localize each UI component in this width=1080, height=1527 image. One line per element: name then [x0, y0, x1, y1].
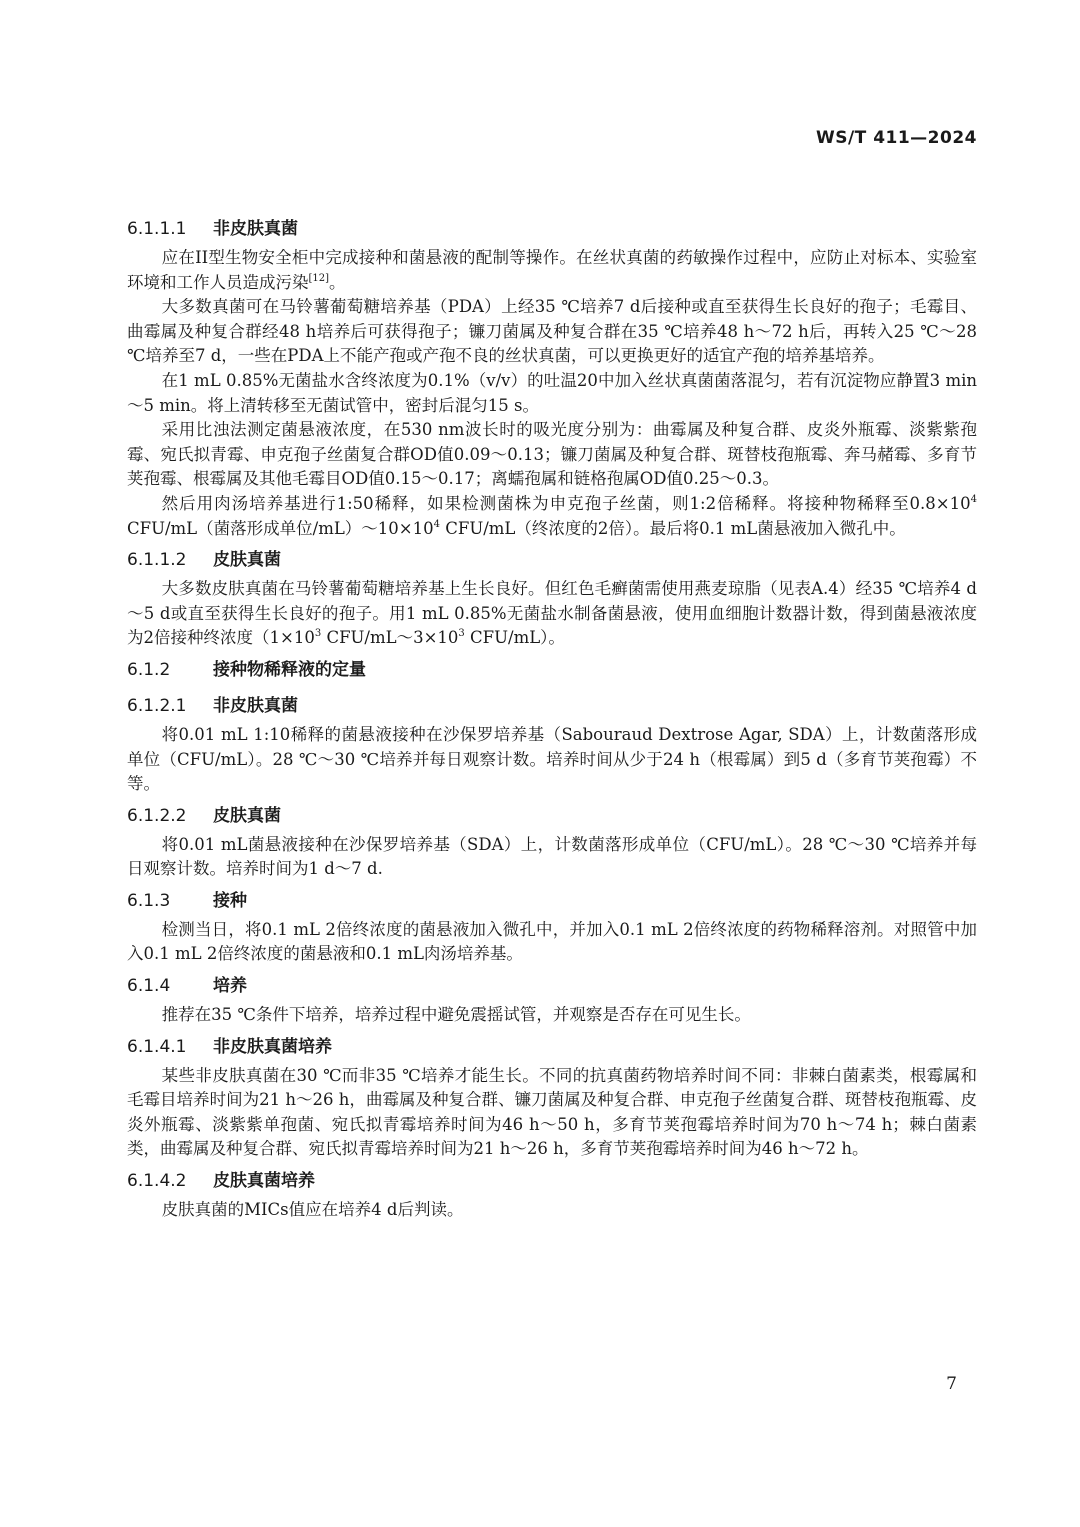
document-body: [127, 210, 977, 1223]
paragraph-text: 皮肤真菌的MICs值应在培养4 d后判读。: [161, 1200, 464, 1220]
body-paragraph: [127, 418, 977, 492]
section-number: 6.1.4.1: [127, 1036, 187, 1057]
section-heading: [127, 653, 977, 687]
body-paragraph: [127, 246, 977, 295]
body-paragraph: [127, 1198, 977, 1223]
section-heading: [127, 543, 977, 577]
section-number: 6.1.1.2: [127, 550, 187, 571]
paragraph-text: 将0.01 mL 1:10稀释的菌悬液接种在沙保罗培养基（Sabouraud Dextrose Agar, SDA）上，计数菌落形成单位（CFU/mL）。28 ℃～30 ℃培养并每日观察计数。培养时间从少于24 h（根霉属）到5 d（多育节荚孢霉）不等。: [127, 724, 977, 794]
section-heading: [127, 884, 977, 918]
body-paragraph: [127, 1064, 977, 1162]
section-title: 皮肤真菌培养: [213, 1171, 315, 1192]
paragraph-text: 大多数真菌可在马铃薯葡萄糖培养基（PDA）上经35 ℃培养7 d后接种或直至获得生长良好的孢子；毛霉目、曲霉属及种复合群经48 h培养后可获得孢子；镰刀菌属及种复合群在35 ℃培养48 h～72 h后，再转入25 ℃～28 ℃培养至7 d，一些在PDA上不能产孢或产孢不良的丝状真菌，可以更换更好的适宜产孢的培养基培养。: [127, 297, 977, 366]
paragraph-text: CFU/mL～3×10: [321, 628, 459, 648]
section-number: 6.1.4: [127, 976, 171, 997]
paragraph-text: 然后用肉汤培养基进行1:50稀释，如果检测菌株为申克孢子丝菌，则1:2倍稀释。将接种物稀释至0.8×10: [161, 493, 971, 513]
body-paragraph: [127, 1003, 977, 1028]
section-title: 接种物稀释液的定量: [213, 659, 366, 680]
paragraph-text: CFU/mL（终浓度的2倍）。最后将0.1 mL菌悬液加入微孔中。: [440, 518, 906, 538]
body-paragraph: [127, 723, 977, 797]
paragraph-text: 某些非皮肤真菌在30 ℃而非35 ℃培养才能生长。不同的抗真菌药物培养时间不同：非棘白菌素类，根霉属和毛霉目培养时间为21 h～26 h，曲霉属及种复合群、镰刀菌属及种复合群、申克孢子丝菌复合群、斑替枝孢瓶霉、皮炎外瓶霉、淡紫紫单孢菌、宛氏拟青霉培养时间为46 h～50 h，多育节荚孢霉培养时间为70 h～74 h；棘白菌素类，曲霉属及种复合群、宛氏拟青霉培养时间为21 h～26 h，多育节荚孢霉培养时间为46 h～72 h。: [127, 1065, 977, 1159]
section-number: 6.1.3: [127, 890, 171, 911]
body-paragraph: [127, 295, 977, 369]
body-paragraph: [127, 833, 977, 882]
section-number: 6.1.4.2: [127, 1171, 187, 1192]
section-heading: [127, 1164, 977, 1198]
body-paragraph: [127, 918, 977, 967]
paragraph-text: 在1 mL 0.85%无菌盐水含终浓度为0.1%（v/v）的吐温20中加入丝状真菌菌落混匀，若有沉淀物应静置3 min～5 min。将上清转移至无菌试管中，密封后混匀15 s。: [127, 370, 977, 415]
paragraph-text: 大多数皮肤真菌在马铃薯葡萄糖培养基上生长良好。但红色毛癣菌需使用燕麦琼脂（见表A.4）经35 ℃培养4 d～5 d或直至获得生长良好的孢子。用1 mL 0.85%无菌盐水制备菌悬液，使用血细胞计数器计数，得到菌悬液浓度为2倍接种终浓度（1×10: [127, 579, 977, 648]
section-heading: [127, 799, 977, 833]
section-title: 接种: [213, 890, 247, 911]
superscript: [12]: [308, 272, 330, 284]
section-title: 非皮肤真菌培养: [213, 1036, 332, 1057]
section-title: 皮肤真菌: [213, 550, 281, 571]
body-paragraph: [127, 577, 977, 651]
section-heading: [127, 969, 977, 1003]
section-heading: [127, 1030, 977, 1064]
section-heading: [127, 212, 977, 246]
superscript: 3: [314, 628, 322, 640]
paragraph-text: 推荐在35 ℃条件下培养，培养过程中避免震摇试管，并观察是否存在可见生长。: [161, 1005, 751, 1025]
section-heading: [127, 689, 977, 723]
body-paragraph: [127, 369, 977, 418]
section-title: 非皮肤真菌: [213, 219, 298, 239]
section-number: 6.1.2: [127, 659, 171, 680]
section-title: 非皮肤真菌: [213, 695, 298, 716]
paragraph-text: 应在II型生物安全柜中完成接种和菌悬液的配制等操作。在丝状真菌的药敏操作过程中，应防止对标本、实验室环境和工作人员造成污染: [127, 248, 977, 292]
section-number: 6.1.2.1: [127, 695, 187, 716]
page-number: 7: [946, 1374, 957, 1394]
body-paragraph: [127, 492, 977, 541]
superscript: 4: [970, 493, 977, 505]
superscript: 4: [433, 518, 440, 530]
paragraph-text: 将0.01 mL菌悬液接种在沙保罗培养基（SDA）上，计数菌落形成单位（CFU/mL）。28 ℃～30 ℃培养并每日观察计数。培养时间为1 d～7 d.: [127, 834, 977, 879]
paragraph-text: CFU/mL）。: [464, 628, 565, 648]
superscript: 3: [458, 628, 465, 640]
paragraph-text: 采用比浊法测定菌悬液浓度，在530 nm波长时的吸光度分别为：曲霉属及种复合群、皮炎外瓶霉、淡紫紫孢霉、宛氏拟青霉、申克孢子丝菌复合群OD值0.09～0.13；镰刀菌属及种复合群、斑替枝孢瓶霉、奔马赭霉、多育节荚孢霉、根霉属及其他毛霉目OD值0.15～0.17；离蠕孢属和链格孢属OD值0.25～0.3。: [127, 420, 977, 489]
section-title: 皮肤真菌: [213, 805, 281, 826]
section-title: 培养: [213, 976, 247, 997]
paragraph-text: CFU/mL（菌落形成单位/mL）～10×10: [127, 518, 434, 538]
paragraph-text: 。: [329, 272, 346, 292]
paragraph-text: 检测当日，将0.1 mL 2倍终浓度的菌悬液加入微孔中，并加入0.1 mL 2倍终浓度的药物稀释溶剂。对照管中加入0.1 mL 2倍终浓度的菌悬液和0.1 mL肉汤培养基。: [127, 919, 977, 964]
section-number: 6.1.2.2: [127, 805, 187, 826]
section-number: 6.1.1.1: [127, 219, 187, 239]
document-code: WS/T 411—2024: [815, 128, 977, 148]
